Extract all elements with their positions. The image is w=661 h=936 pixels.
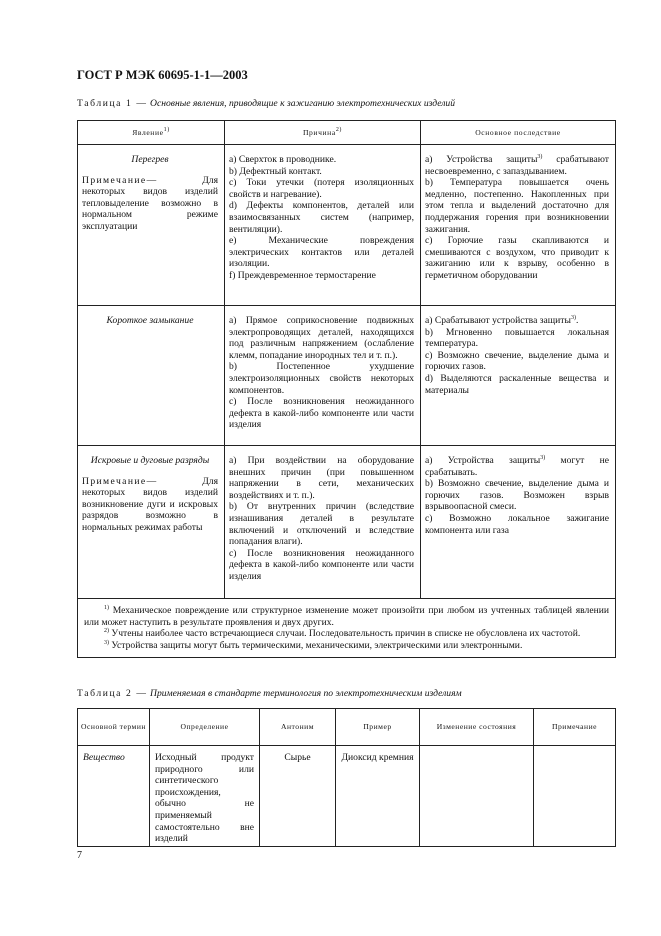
phenomenon-cell: [78, 145, 225, 306]
phenomenon-name: Короткое замыкание: [106, 315, 194, 326]
consequence-cell: a) Устройства защиты$^{3)}$ срабатывают несвоевременно, с запаздыванием. b) Температура повышается очень медленно, постепенно. Накопленных при этом тепла и выделений достаточно для поддержания горения при возникновении зажигания. c) Горючие газы скапливаются и смешиваются с воздухом, что приводит к зажиганию или к взрыву, особенно в герметичном оборудовании: [421, 145, 616, 306]
table-row: [78, 446, 616, 599]
page-number: 7: [77, 850, 82, 861]
table1: [77, 120, 616, 658]
table-row: [78, 306, 616, 446]
table1-footnotes-row: [78, 599, 616, 658]
phenomenon-name: Искровые и дуговые разряды: [90, 455, 210, 466]
definition-cell: Исходный продукт природного или синтетического происхождения, обычно не применяемый самостоятельно вне изделий: [150, 746, 260, 847]
phenomenon-note: Примечание— Для некоторых видов изделий возникновение дуги и искровых разрядов возможно в нормальных режимах работы: [82, 475, 218, 533]
table-row: [78, 145, 616, 306]
table1-header-row: [78, 121, 616, 145]
table2-caption: [77, 688, 462, 699]
consequence-cell: a) Срабатывают устройства защиты$^{3)}$. b) Мгновенно повышается локальная температура. c) Возможно свечение, выделение дыма и горючих газов. d) Выделяются раскаленные вещества и материалы: [421, 306, 616, 446]
header-state-change: Изменение состояния: [420, 709, 534, 746]
cause-cell: a) При воздействии на оборудование внешних причин (при повышенном напряжении в сети, механических воздействиях и т. п.). b) От внутренних причин (вследствие изнашивания деталей в результате включений и отключений и вследствие попадания влаги). c) После возникновения неожиданного дефекта в какой-либо компоненте или части изделия: [225, 446, 421, 599]
header-antonym: Антоним: [260, 709, 336, 746]
antonym-cell: Сырье: [260, 746, 336, 847]
footnote: $^{2)}$ Учтены наиболее часто встречающиеся случаи. Последовательность причин в списке не обусловлена их частотой.: [104, 628, 581, 640]
footnote: $^{1)}$ Механическое повреждение или структурное изменение может произойти при любом из учтенных таблицей явлении или может наступить в результате проявления и двух других.: [84, 605, 609, 628]
table-row: [78, 746, 616, 847]
term-cell: Вещество: [78, 746, 150, 847]
phenomenon-note: Примечание— Для некоторых видов изделий тепловыделение возможно в нормальном режиме эксплуатации: [82, 174, 218, 232]
table1-caption-title: Основные явления, приводящие к зажиганию электротехнических изделий: [150, 98, 455, 109]
footnote: $^{3)}$ Устройства защиты могут быть термическими, механическими, электрическими или электронными.: [104, 639, 523, 651]
header-cause: Причина$^{2)}$: [225, 121, 421, 145]
table2-header-row: [78, 709, 616, 746]
header-example: Пример: [336, 709, 420, 746]
table1-caption-label: Таблица 1 —: [77, 98, 148, 109]
consequence-cell: a) Устройства защиты$^{3)}$ могут не срабатывать. b) Возможно свечение, выделение дыма и горючих газов. Возможен взрыв взрывоопасной смеси. c) Возможно локальное зажигание компонента или газа: [421, 446, 616, 599]
table2: [77, 708, 616, 847]
note-cell: [534, 746, 616, 847]
header-term: Основной термин: [78, 709, 150, 746]
header-definition: Определение: [150, 709, 260, 746]
header-consequence: Основное последствие: [421, 121, 616, 145]
example-cell: Диоксид кремния: [336, 746, 420, 847]
phenomenon-cell: [78, 306, 225, 446]
cause-cell: a) Сверхток в проводнике. b) Дефектный контакт. c) Токи утечки (потеря изоляционных свойств и нагревание). d) Дефекты компонентов, деталей или взаимосвязанных систем (например, вентиляции). e) Механические повреждения электрических контактов или деталей изоляции. f) Преждевременное термостарение: [225, 145, 421, 306]
table2-caption-title: Применяемая в стандарте терминология по электротехническим изделиям: [150, 688, 462, 699]
phenomenon-cell: [78, 446, 225, 599]
table1-caption: [77, 98, 455, 109]
state-change-cell: [420, 746, 534, 847]
header-phenomenon: Явление$^{1)}$: [78, 121, 225, 145]
table2-caption-label: Таблица 2 —: [77, 688, 148, 699]
phenomenon-name: Перегрев: [131, 154, 169, 165]
header-note: Примечание: [534, 709, 616, 746]
standard-designation: ГОСТ Р МЭК 60695-1-1—2003: [77, 68, 248, 82]
cause-cell: a) Прямое соприкосновение подвижных электропроводящих деталей, находящихся под различным напряжением (ослабление клемм, попадание инородных тел и т. п.). b) Постепенное ухудшение электроизоляционных свойств некоторых компонентов. c) После возникновения неожиданного дефекта в какой-либо компоненте или части изделия: [225, 306, 421, 446]
table1-footnotes: [78, 599, 616, 658]
